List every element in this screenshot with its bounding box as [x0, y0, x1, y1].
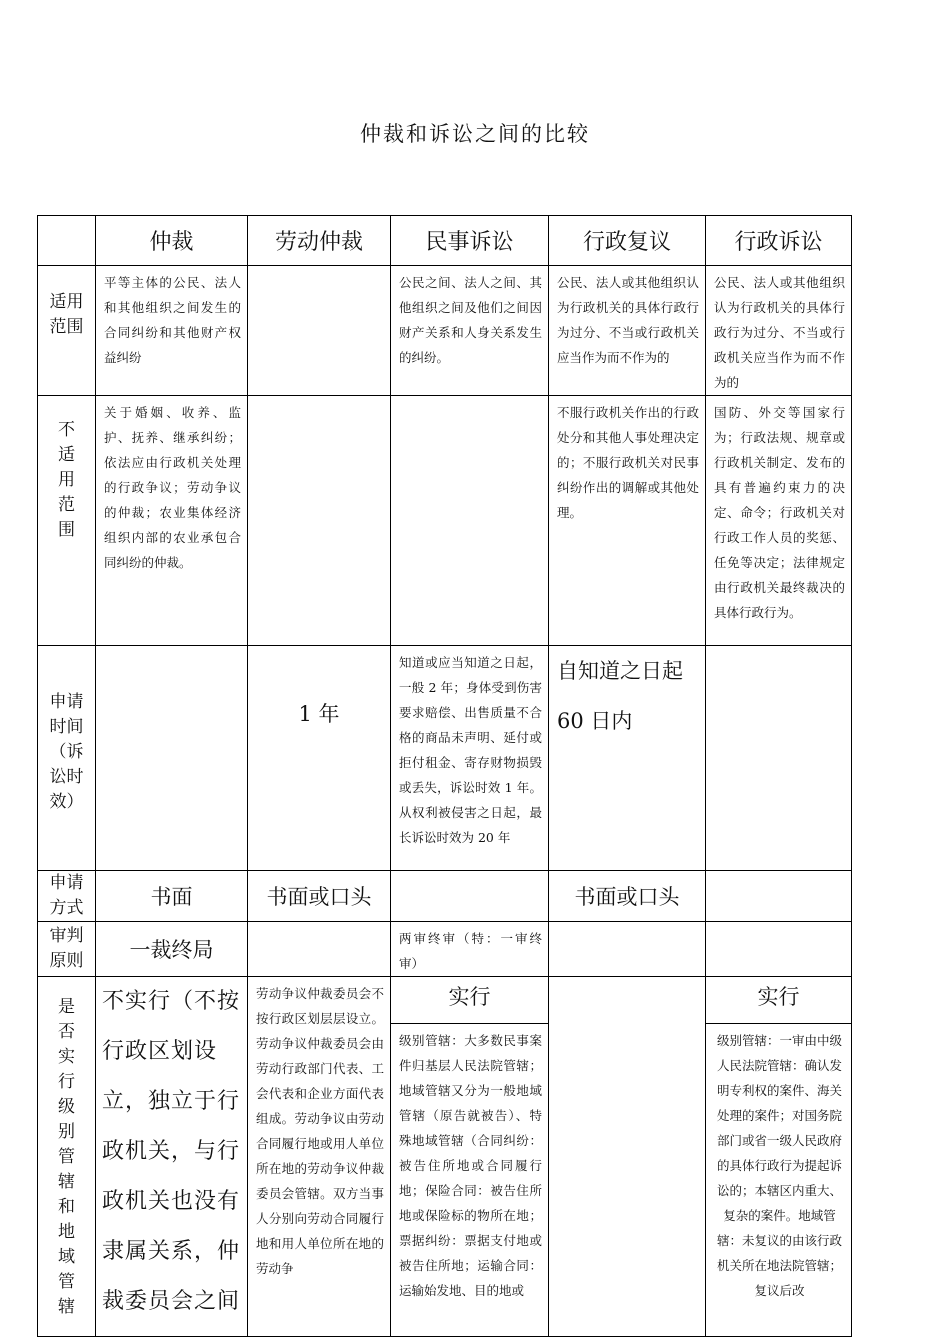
civil-jurisdiction-head: 实行: [448, 985, 491, 1009]
page-title: 仲裁和诉讼之间的比较: [360, 122, 590, 146]
cell-jurisdiction-labor: 劳动争议仲裁委员会不按行政区划层层设立。 劳动争议仲裁委员会由劳动行政部门代表、工会代表和企业方面代表组成。劳动争议由劳动合同履行地或用人单位所在地的劳动争议仲裁委员会管辖。双方当事人分别向劳动合同履行地和用人单位所在地的劳动争: [248, 977, 391, 1337]
cell-nonscope-civil: [391, 396, 549, 646]
row-label-method: 申请方式: [38, 871, 96, 922]
civil-jurisdiction-text: 级别管辖：大多数民事案件归基层人民法院管辖；地域管辖又分为一般地域管辖（原告就被告）、特殊地域管辖（合同纠纷：被告住所地或合同履行地；保险合同：被告住所地或保险标的物所在地；票据纠纷：票据支付地或被告住所地；运输合同：运输始发地、目的地或: [391, 1023, 548, 1303]
cell-method-admin-litigation: [706, 871, 852, 922]
header-admin-review: 行政复议: [549, 216, 706, 266]
row-label-scope: 适用范围: [38, 266, 96, 396]
cell-method-labor: 书面或口头: [248, 871, 391, 922]
table-row-method: [38, 871, 852, 922]
cell-method-civil: [391, 871, 549, 922]
table-row-jurisdiction: [38, 977, 852, 1337]
cell-time-admin-litigation: [706, 646, 852, 871]
admin-litigation-jurisdiction-head: 实行: [757, 985, 800, 1009]
header-labor-arbitration: 劳动仲裁: [248, 216, 391, 266]
corner-cell: [38, 216, 96, 266]
header-arbitration: 仲裁: [96, 216, 248, 266]
cell-time-arbitration: [96, 646, 248, 871]
cell-time-civil: 知道或应当知道之日起，一般 2 年；身体受到伤害要求赔偿、出售质量不合格的商品未声明、延付或拒付租金、寄存财物损毁或丢失，诉讼时效 1 年。从权利被侵害之日起，最长诉讼时效为 20 年: [391, 646, 549, 871]
row-label-time: 申请时间（诉讼时效）: [38, 646, 96, 871]
comparison-table: [37, 215, 852, 1337]
cell-nonscope-admin-litigation: 国防、外交等国家行为；行政法规、规章或行政机关制定、发布的具有普遍约束力的决定、命令；行政机关对行政工作人员的奖惩、任免等决定；法律规定由行政机关最终裁决的具体行政行为。: [706, 396, 852, 646]
cell-time-admin-review: 自知道之日起 60 日内: [549, 646, 706, 871]
row-label-non-scope: 不适用范围: [38, 396, 96, 646]
cell-principle-admin-litigation: [706, 922, 852, 977]
cell-nonscope-admin-review: 不服行政机关作出的行政处分和其他人事处理决定的；不服行政机关对民事纠纷作出的调解或其他处理。: [549, 396, 706, 646]
cell-method-arbitration: 书面: [96, 871, 248, 922]
row-label-jurisdiction: 是否实行级别管辖和地域管辖: [38, 977, 96, 1337]
cell-jurisdiction-civil: [391, 977, 549, 1337]
cell-jurisdiction-admin-litigation: [706, 977, 852, 1337]
cell-time-labor: 1 年: [248, 646, 391, 871]
cell-jurisdiction-admin-review: [549, 977, 706, 1337]
cell-scope-admin-review: 公民、法人或其他组织认为行政机关的具体行政行为过分、不当或行政机关应当作为而不作为的: [549, 266, 706, 396]
cell-scope-labor: [248, 266, 391, 396]
admin-litigation-jurisdiction-text: 级别管辖：一审由中级人民法院管辖：确认发明专利权的案件、海关处理的案件；对国务院部门或省一级人民政府的具体行政行为提起诉讼的；本辖区内重大、复杂的案件。地域管辖：未复议的由该行政机关所在地法院管辖；复议后改: [706, 1023, 851, 1303]
cell-nonscope-labor: [248, 396, 391, 646]
header-row: [38, 216, 852, 266]
cell-principle-labor: [248, 922, 391, 977]
cell-scope-admin-litigation: 公民、法人或其他组织认为行政机关的具体行政行为过分、不当或行政机关应当作为而不作为的: [706, 266, 852, 396]
cell-principle-arbitration: 一裁终局: [96, 922, 248, 977]
cell-scope-civil: 公民之间、法人之间、其他组织之间及他们之间因财产关系和人身关系发生的纠纷。: [391, 266, 549, 396]
header-civil-litigation: 民事诉讼: [391, 216, 549, 266]
table-row-principle: [38, 922, 852, 977]
cell-principle-admin-review: [549, 922, 706, 977]
table-row-time: [38, 646, 852, 871]
cell-scope-arbitration: 平等主体的公民、法人和其他组织之间发生的合同纠纷和其他财产权益纠纷: [96, 266, 248, 396]
table-row-scope: [38, 266, 852, 396]
cell-principle-civil: 两审终审（特：一审终审）: [391, 922, 549, 977]
row-label-principle: 审判原则: [38, 922, 96, 977]
table-row-non-scope: [38, 396, 852, 646]
cell-method-admin-review: 书面或口头: [549, 871, 706, 922]
header-admin-litigation: 行政诉讼: [706, 216, 852, 266]
cell-nonscope-arbitration: 关于婚姻、收养、监护、抚养、继承纠纷；依法应由行政机关处理的行政争议；劳动争议的仲裁；农业集体经济组织内部的农业承包合同纠纷的仲裁。: [96, 396, 248, 646]
cell-jurisdiction-arbitration: 不实行（不按行政区划设立，独立于行政机关，与行政机关也没有隶属关系，仲裁委员会之间: [96, 977, 248, 1337]
